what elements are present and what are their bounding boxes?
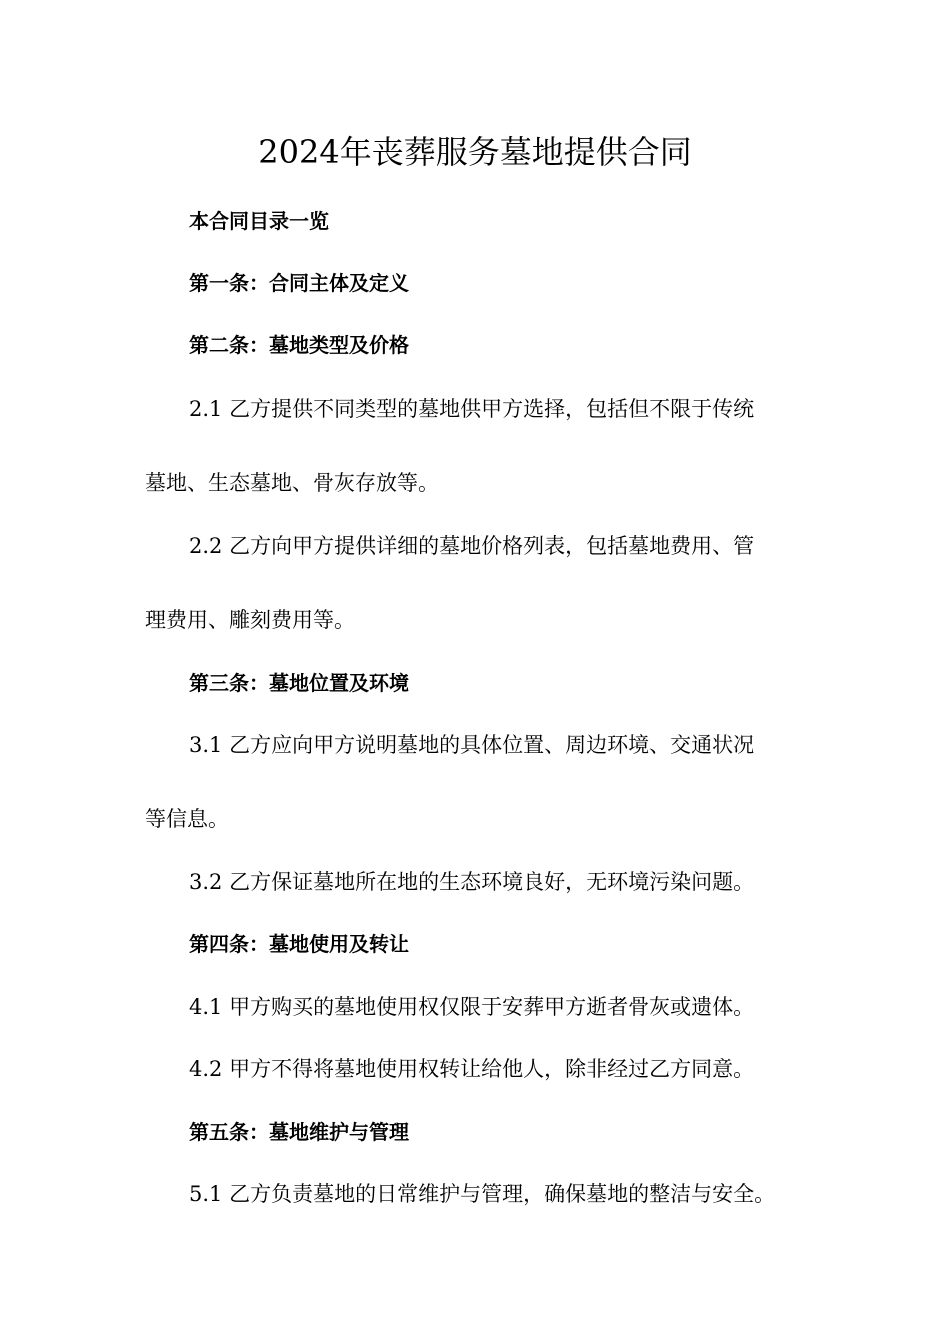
article-1-heading: 第一条：合同主体及定义 xyxy=(189,271,409,295)
clause-4-1: 4.1 甲方购买的墓地使用权仅限于安葬甲方逝者骨灰或遗体。 xyxy=(189,995,755,1019)
clause-4-2: 4.2 甲方不得将墓地使用权转让给他人，除非经过乙方同意。 xyxy=(189,1057,755,1081)
document-title: 2024年丧葬服务墓地提供合同 xyxy=(258,133,692,171)
clause-2-2-line-1: 2.2 乙方向甲方提供详细的墓地价格列表，包括墓地费用、管 xyxy=(189,534,755,558)
clause-3-2: 3.2 乙方保证墓地所在地的生态环境良好，无环境污染问题。 xyxy=(189,870,755,894)
clause-2-2-line-2: 理费用、雕刻费用等。 xyxy=(145,608,355,632)
clause-2-1-line-1: 2.1 乙方提供不同类型的墓地供甲方选择，包括但不限于传统 xyxy=(189,397,755,421)
clause-5-1: 5.1 乙方负责墓地的日常维护与管理，确保墓地的整洁与安全。 xyxy=(189,1182,776,1206)
article-2-heading: 第二条：墓地类型及价格 xyxy=(189,333,409,357)
clause-3-1-line-1: 3.1 乙方应向甲方说明墓地的具体位置、周边环境、交通状况 xyxy=(189,733,755,757)
toc-heading: 本合同目录一览 xyxy=(189,209,329,233)
article-3-heading: 第三条：墓地位置及环境 xyxy=(189,671,409,695)
clause-2-1-line-2: 墓地、生态墓地、骨灰存放等。 xyxy=(145,471,439,495)
article-5-heading: 第五条：墓地维护与管理 xyxy=(189,1120,409,1144)
clause-3-1-line-2: 等信息。 xyxy=(145,807,229,831)
article-4-heading: 第四条：墓地使用及转让 xyxy=(189,932,409,956)
